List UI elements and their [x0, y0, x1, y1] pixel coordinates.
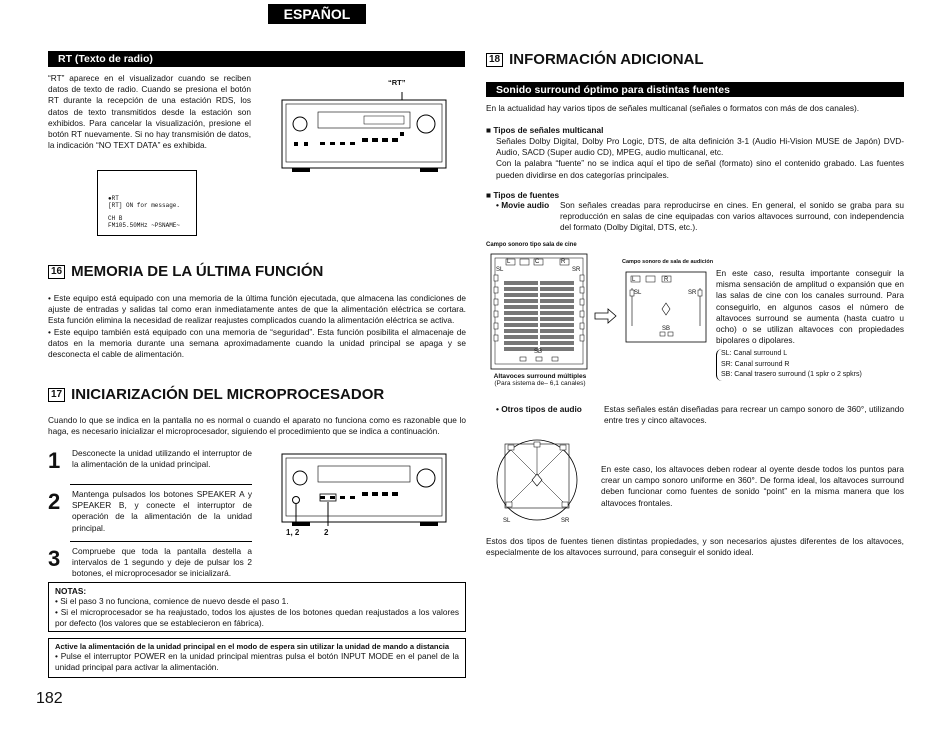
note-item: • Si el microprocesador se ha reajustado, todos los ajustes de los botones quedan reajustados a los valores por defecto (los valores que se establecieron en fábrica).: [55, 607, 459, 629]
language-tab: ESPAÑOL: [268, 4, 366, 24]
rt-display: [97, 170, 197, 236]
section-number: 18: [486, 53, 503, 67]
section-title: MEMORIA DE LA ÚLTIMA FUNCIÓN: [71, 263, 324, 280]
rt-body: “RT” aparece en el visualizador cuando se reciben datos de texto de radio. Cuando se presiona el botón RT durante la recepción de una estación RDS, los datos de texto transmitidos desde la estación son exhibidos. Para cancelar la visualización, presione el botón RT nuevamente. Si no hay transmisión de datos, la indicación “NO TEXT DATA” es exhibida.: [48, 73, 251, 151]
label-r: R: [561, 259, 566, 265]
arrow-right-icon: [594, 308, 618, 329]
label-c: C: [535, 259, 540, 265]
label-sl: SL: [503, 518, 511, 524]
rt-display-line: FM105.50MHz ~PSNAME~: [108, 222, 181, 229]
label-sr: SR: [572, 267, 581, 273]
s16-text: [48, 293, 466, 360]
rt-section-bar: RT (Texto de radio): [48, 51, 465, 67]
circle-text: En este caso, los altavoces deben rodear al oyente desde todos los puntos para crear un campo sonoro uniforme en 360°. De forma ideal, los altavoces surround deben funcionar como fuentes de sonido “point” en la misma manera que los altavoces frontales.: [601, 464, 904, 508]
section-16-heading: [48, 263, 323, 280]
legend-item: SB: Canal trasero surround (1 spkr o 2 spkrs): [721, 371, 862, 378]
multi-caption-block: [486, 373, 594, 387]
cinema-diagram: [490, 253, 590, 378]
label-sr: SR: [561, 518, 570, 524]
page-number: 182: [36, 690, 63, 707]
rt-display-line: CH B: [108, 215, 123, 222]
step-text: Mantenga pulsados los botones SPEAKER A y SPEAKER B, y conecte el interruptor de operación de la alimentación de la unidad principal.: [72, 489, 252, 533]
label-sl: SL: [634, 290, 642, 296]
s18-intro: En la actualidad hay varios tipos de señales multicanal (señales o formatos con más de dos canales).: [486, 103, 860, 113]
step-number: 3: [48, 546, 61, 571]
multi-caption: Altavoces surround múltiples: [493, 373, 587, 380]
s17-intro: Cuando lo que se indica en la pantalla no es normal o cuando el aparato no funciona como es razonable que lo haga, es necesario inicializar el microprocesador, siguiendo el procedimiento que se indica a continuación.: [48, 415, 466, 437]
step-text: Desconecte la unidad utilizando el interruptor de la alimentación de la unidad principal.: [72, 448, 252, 470]
step-item: [48, 546, 252, 580]
notes-box: [48, 582, 466, 632]
rt-display-line: [RT] ON for message.: [108, 202, 181, 209]
step-item: [48, 448, 252, 484]
section-number: 16: [48, 265, 65, 279]
receiver-illustration-reset: [280, 450, 450, 545]
label-sr: SR: [688, 290, 697, 296]
rt-callout: “RT”: [388, 78, 406, 87]
room-text: En este caso, resulta importante conseguir la misma sensación de amplitud o expansión que en las salas de cine con los canales surround. Para conseguirlo, en algunos casos el número de altavoces surround se aumenta (hasta cuatro u ocho) o se utilizan altavoces con propiedades bipolares o dipolares.: [716, 268, 904, 346]
cinema-caption: Campo sonoro tipo sala de cine: [486, 242, 577, 248]
legend-item: SL: Canal surround L: [721, 350, 788, 357]
callout-2: 2: [324, 528, 329, 537]
circle-diagram: [495, 436, 585, 533]
sources-heading: ■ Tipos de fuentes: [486, 190, 560, 200]
step-number: 1: [48, 448, 61, 473]
note-item: • Si el paso 3 no funciona, comience de nuevo desde el paso 1.: [55, 596, 289, 606]
movie-label: • Movie audio: [496, 200, 550, 210]
multi-subcaption: (Para sistema de– 6,1 canales): [494, 380, 586, 387]
room-caption: Campo sonoro de sala de audición: [622, 259, 714, 265]
standby-title: Active la alimentación de la unidad principal en el modo de espera sin utilizar la unidad de mando a distancia: [55, 642, 450, 651]
signals-heading: ■ Tipos de señales multicanal: [486, 125, 604, 135]
step-list: [48, 448, 252, 580]
closing-text: Estos dos tipos de fuentes tienen distintas propiedades, y son necesarios ajustes diferentes de los altavoces, especialmente de los altavoces surround, para conseguir el sonido ideal.: [486, 536, 904, 558]
s16-bullet: • Este equipo también está equipado con una memoria de “seguridad”. Esta función posibilita el almacenaje de datos en la memoria durante una semana aproximadamente cuando la unidad principal se apaga y se desconecta el cable de alimentación.: [48, 326, 466, 360]
rt-display-line: ●RT: [108, 195, 119, 202]
standby-text: • Pulse el interruptor POWER en la unidad principal mientras pulsa el botón INPUT MODE en el panel de la unidad principal para activar la alimentación.: [55, 651, 459, 673]
label-l: L: [507, 259, 511, 265]
label-r: R: [664, 277, 669, 283]
section-title: INFORMACIÓN ADICIONAL: [509, 51, 704, 68]
label-l: L: [632, 277, 636, 283]
s16-bullet: • Este equipo está equipado con una memoria de la última función ejecutada, que almacena las condiciones de ajuste de entradas y salidas tal como eran inmediatamente antes de que la alimentación eléctrica se cortara. Esta función elimina la necesidad de realizar reajustes complicados cuando la alimentación eléctrica se activa.: [48, 293, 466, 326]
standby-box: [48, 638, 466, 678]
movie-text: Son señales creadas para reproducirse en cines. En general, el sonido se graba para su reproducción en salas de cine equipadas con varios altavoces surround, con independencia del formato (Dolby Digital, DTS, etc.).: [560, 200, 904, 233]
notes-title: NOTAS:: [55, 586, 87, 596]
step-number: 2: [48, 489, 61, 514]
legend-item: SR: Canal surround R: [721, 360, 790, 368]
section-number: 17: [48, 388, 65, 402]
surround-bar: Sonido surround óptimo para distintas fuentes: [486, 82, 904, 97]
step-text: Compruebe que toda la pantalla destella a intervalos de 1 segundo y deje de pulsar los 2 botones, el microprocesador se inicializará.: [72, 546, 252, 579]
room-diagram: [624, 270, 708, 351]
signals-paragraph: Con la palabra “fuente” no se indica aquí el tipo de señal (formato) sino el contenido grabado. Las fuentes pueden dividirse en dos categorías principales.: [496, 158, 904, 180]
signals-text: [496, 136, 904, 181]
other-label: • Otros tipos de audio: [496, 404, 582, 414]
speaker-legend: [716, 349, 862, 381]
signals-paragraph: Señales Dolby Digital, Dolby Pro Logic, DTS, de alta definición 3-1 (Audio Hi-Vision MUSE de Japón) DVD-Audio, SACD (Super audio CD), MPEG, audio multicanal, etc.: [496, 136, 904, 158]
label-sl: SL: [496, 267, 504, 273]
section-17-heading: [48, 386, 384, 403]
step-item: [48, 489, 252, 541]
section-18-heading: [486, 51, 704, 68]
other-text: Estas señales están diseñadas para recrear un campo sonoro de 360°, utilizando entre tres y cinco altavoces.: [604, 404, 904, 426]
section-title: INICIARIZACIÓN DEL MICROPROCESADOR: [71, 386, 385, 403]
callout-1-2: 1, 2: [286, 528, 300, 537]
label-sb: SB: [662, 326, 671, 332]
label-sb: SB: [534, 349, 543, 355]
